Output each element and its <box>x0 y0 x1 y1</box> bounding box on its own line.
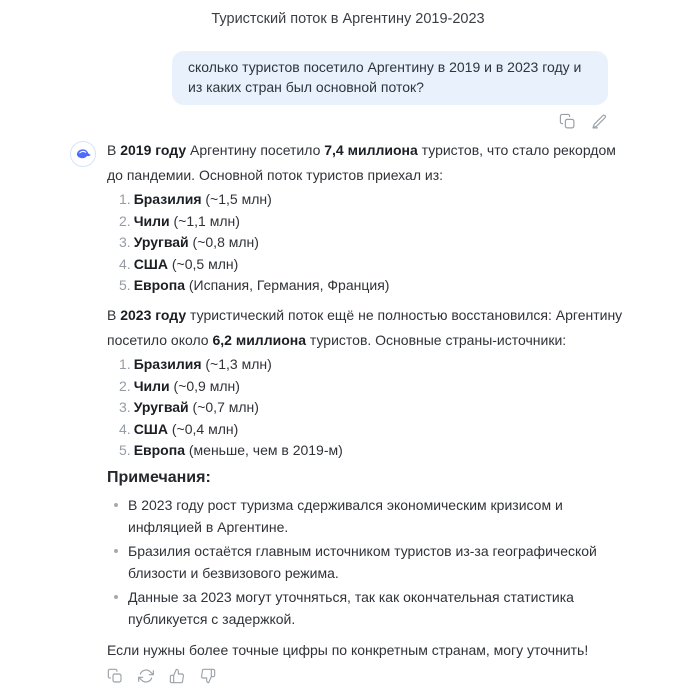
list-item <box>119 275 626 297</box>
copy-response-button[interactable] <box>107 668 123 684</box>
country-name: США <box>133 255 168 272</box>
list-item <box>119 232 626 254</box>
country-name: Чили <box>133 377 170 394</box>
text-segment: туристов. Основные страны-источники: <box>306 331 567 348</box>
assistant-message-actions <box>107 668 626 684</box>
country-name: Европа <box>133 442 185 459</box>
list-number: 1. <box>119 191 131 207</box>
amount-2023-bold: 6,2 миллиона <box>212 331 306 348</box>
edit-message-button[interactable] <box>591 113 608 130</box>
paragraph-2019 <box>107 138 626 188</box>
country-name: Европа <box>133 277 185 294</box>
regenerate-button[interactable] <box>138 668 154 684</box>
like-button[interactable] <box>169 668 185 684</box>
user-message-bubble <box>172 51 608 105</box>
note-item: Данные за 2023 могут уточняться, так как окончательная статистика публикуется с задержкой. <box>107 586 626 631</box>
list-number: 5. <box>119 442 131 459</box>
list-number: 4. <box>119 255 131 272</box>
text-segment: В <box>107 142 121 158</box>
country-detail: (меньше, чем в 2019-м) <box>184 442 343 459</box>
note-item: В 2023 году рост туризма сдерживался экономическим кризисом и инфляцией в Аргентине. <box>107 494 626 539</box>
assistant-avatar <box>70 141 96 167</box>
assistant-message-content <box>107 138 626 684</box>
country-detail: (~1,3 млн) <box>201 355 272 372</box>
closing-note: Если нужны более точные цифры по конкретным странам, могу уточнить! <box>107 641 589 658</box>
page-title: Туристский поток в Аргентину 2019-2023 <box>211 11 485 27</box>
country-detail: (~0,4 млн) <box>167 420 239 437</box>
list-number: 2. <box>119 212 131 229</box>
list-number: 3. <box>119 234 131 251</box>
note-item: Бразилия остаётся главным источником туристов из-за географической близости и безвизового режима. <box>107 540 626 585</box>
list-item <box>119 354 626 376</box>
country-detail: (~0,9 млн) <box>169 377 240 394</box>
list-item <box>119 397 626 419</box>
notes-heading: Примечания: <box>107 468 211 486</box>
country-detail: (~0,5 млн) <box>167 255 239 272</box>
text-segment: туристов, что стало рекордом до пандемии. Основной поток туристов приехал из: <box>107 142 616 183</box>
country-detail: (~1,1 млн) <box>169 212 240 229</box>
copy-message-button[interactable] <box>559 113 576 130</box>
list-number: 3. <box>119 399 131 416</box>
list-number: 1. <box>119 355 131 372</box>
list-item <box>119 254 626 276</box>
text-segment: В <box>107 306 121 323</box>
notes-list <box>107 494 626 631</box>
country-name: Уругвай <box>133 399 189 416</box>
list-item <box>119 376 626 398</box>
year-2019-bold: 2019 году <box>120 142 187 158</box>
list-item <box>119 211 626 233</box>
country-detail: (Испания, Германия, Франция) <box>184 277 390 294</box>
list-number: 4. <box>119 420 131 437</box>
country-detail: (~0,7 млн) <box>188 399 259 416</box>
country-name: Бразилия <box>133 191 202 207</box>
year-2023-bold: 2023 году <box>120 306 187 323</box>
amount-2019-bold: 7,4 миллиона <box>324 142 418 158</box>
text-segment: Аргентину посетило <box>186 142 325 158</box>
list-item <box>119 440 626 462</box>
list-number: 5. <box>119 277 131 294</box>
user-message-block <box>0 51 696 130</box>
country-detail: (~0,8 млн) <box>188 234 259 251</box>
user-message-text: сколько туристов посетило Аргентину в 2019 и в 2023 году и из каких стран был основной поток? <box>188 59 582 95</box>
country-detail: (~1,5 млн) <box>201 191 272 207</box>
paragraph-2023 <box>107 303 626 353</box>
list-item <box>119 419 626 441</box>
text-segment: туристический поток ещё не полностью восстановился: Аргентину посетило около <box>107 306 623 348</box>
country-name: Уругвай <box>133 234 189 251</box>
country-name: США <box>133 420 168 437</box>
user-message-actions <box>559 113 608 130</box>
tourist-list-2019 <box>107 189 626 297</box>
country-name: Бразилия <box>133 355 202 372</box>
dislike-button[interactable] <box>200 668 216 684</box>
tourist-list-2023 <box>107 354 626 462</box>
list-item <box>119 189 626 211</box>
list-number: 2. <box>119 377 131 394</box>
country-name: Чили <box>133 212 170 229</box>
assistant-message-block <box>0 138 696 684</box>
